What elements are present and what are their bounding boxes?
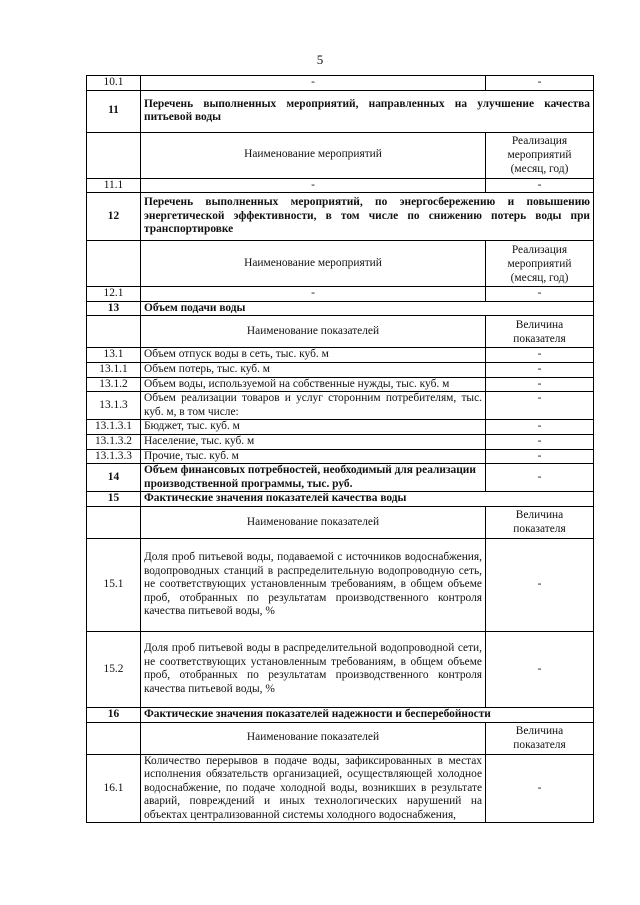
row-value: - [486,392,594,420]
row-value: - [486,464,594,492]
column-header-row [87,506,594,538]
column-header-name: Наименование мероприятий [141,132,486,178]
section-number: 12 [87,193,141,241]
row-value: - [486,754,594,823]
row-number: 13.1 [87,348,141,363]
column-header-value: Реализация мероприятий (месяц, год) [486,132,594,178]
section-row [87,90,594,132]
section-number: 15 [87,492,141,507]
row-number: 16.1 [87,754,141,823]
column-header-name: Наименование показателей [141,316,486,348]
row-text: Объем реализации товаров и услуг сторонним потребителям, тыс. куб. м, в том числе: [141,392,486,420]
section-row [87,301,594,316]
row-text: Объем воды, используемой на собственные нужды, тыс. куб. м [141,377,486,392]
table-row [87,348,594,363]
row-value: - [486,538,594,631]
table-row [87,392,594,420]
row-text: - [141,76,486,91]
row-text: Прочие, тыс. куб. м [141,449,486,464]
column-header-value: Величина показателя [486,722,594,754]
row-text: Количество перерывов в подаче воды, зафиксированных в местах исполнения обязательств организацией, осуществляющей холодное водоснабжение, по подаче холодной воды, возникших в результате аварий, повреждений и иных технологических нарушений на объектах централизованной системы холодного водоснабжения, [141,754,486,823]
table-row [87,76,594,91]
row-value: - [486,449,594,464]
empty-cell [87,506,141,538]
section-row [87,193,594,241]
empty-cell [87,241,141,287]
column-header-row [87,132,594,178]
table-row [87,377,594,392]
section-title: Перечень выполненных мероприятий, по энергосбережению и повышению энергетической эффективности, в том числе по снижению потерь воды при транспортировке [141,193,594,241]
section-title: Фактические значения показателей надежности и бесперебойности [141,707,594,722]
column-header-row [87,316,594,348]
section-number: 11 [87,90,141,132]
row-number: 13.1.3.3 [87,449,141,464]
column-header-value: Величина показателя [486,506,594,538]
row-number: 13.1.3.1 [87,420,141,435]
row-value: - [486,362,594,377]
table-row [87,287,594,302]
row-number: 10.1 [87,76,141,91]
row-text: Бюджет, тыс. куб. м [141,420,486,435]
row-number: 11.1 [87,178,141,193]
row-number: 13.1.1 [87,362,141,377]
row-value: - [486,631,594,707]
table-row [87,538,594,631]
row-text: - [141,287,486,302]
table-row [87,449,594,464]
row-value: - [486,287,594,302]
section-row [87,707,594,722]
section-title: Объем финансовых потребностей, необходимый для реализации производственной программы, тыс. руб. [141,464,486,492]
production-program-table [86,75,594,823]
row-text: Доля проб питьевой воды в распределительной водопроводной сети, не соответствующих установленным требованиям, в общем объеме проб, отобранных по результатам производственного контроля качества питьевой воды, % [141,631,486,707]
row-value: - [486,420,594,435]
table-row [87,420,594,435]
row-value: - [486,76,594,91]
section-number: 16 [87,707,141,722]
table-row [87,362,594,377]
empty-cell [87,132,141,178]
row-number: 13.1.3.2 [87,434,141,449]
column-header-name: Наименование показателей [141,506,486,538]
row-value: - [486,178,594,193]
row-number: 15.2 [87,631,141,707]
section-number: 13 [87,301,141,316]
page-number: 5 [316,52,324,67]
row-text: Население, тыс. куб. м [141,434,486,449]
table-row [87,631,594,707]
section-title: Фактические значения показателей качества воды [141,492,594,507]
table-row [87,434,594,449]
column-header-row [87,241,594,287]
section-title: Объем подачи воды [141,301,594,316]
column-header-value: Реализация мероприятий (месяц, год) [486,241,594,287]
row-number: 13.1.3 [87,392,141,420]
column-header-name: Наименование показателей [141,722,486,754]
column-header-value: Величина показателя [486,316,594,348]
section-title: Перечень выполненных мероприятий, направленных на улучшение качества питьевой воды [141,90,594,132]
table-row [87,754,594,823]
column-header-name: Наименование мероприятий [141,241,486,287]
row-text: Объем потерь, тыс. куб. м [141,362,486,377]
row-text: - [141,178,486,193]
table-row [87,178,594,193]
column-header-row [87,722,594,754]
row-text: Объем отпуск воды в сеть, тыс. куб. м [141,348,486,363]
section-number: 14 [87,464,141,492]
section-row [87,492,594,507]
row-number: 15.1 [87,538,141,631]
row-number: 12.1 [87,287,141,302]
row-value: - [486,348,594,363]
empty-cell [87,316,141,348]
row-text: Доля проб питьевой воды, подаваемой с источников водоснабжения, водопроводных станций в распределительную водопроводную сеть, не соответствующих установленным требованиям, в общем объеме проб, отобранных по результатам производственного контроля качества питьевой воды, % [141,538,486,631]
empty-cell [87,722,141,754]
row-value: - [486,377,594,392]
section-row [87,464,594,492]
row-value: - [486,434,594,449]
row-number: 13.1.2 [87,377,141,392]
